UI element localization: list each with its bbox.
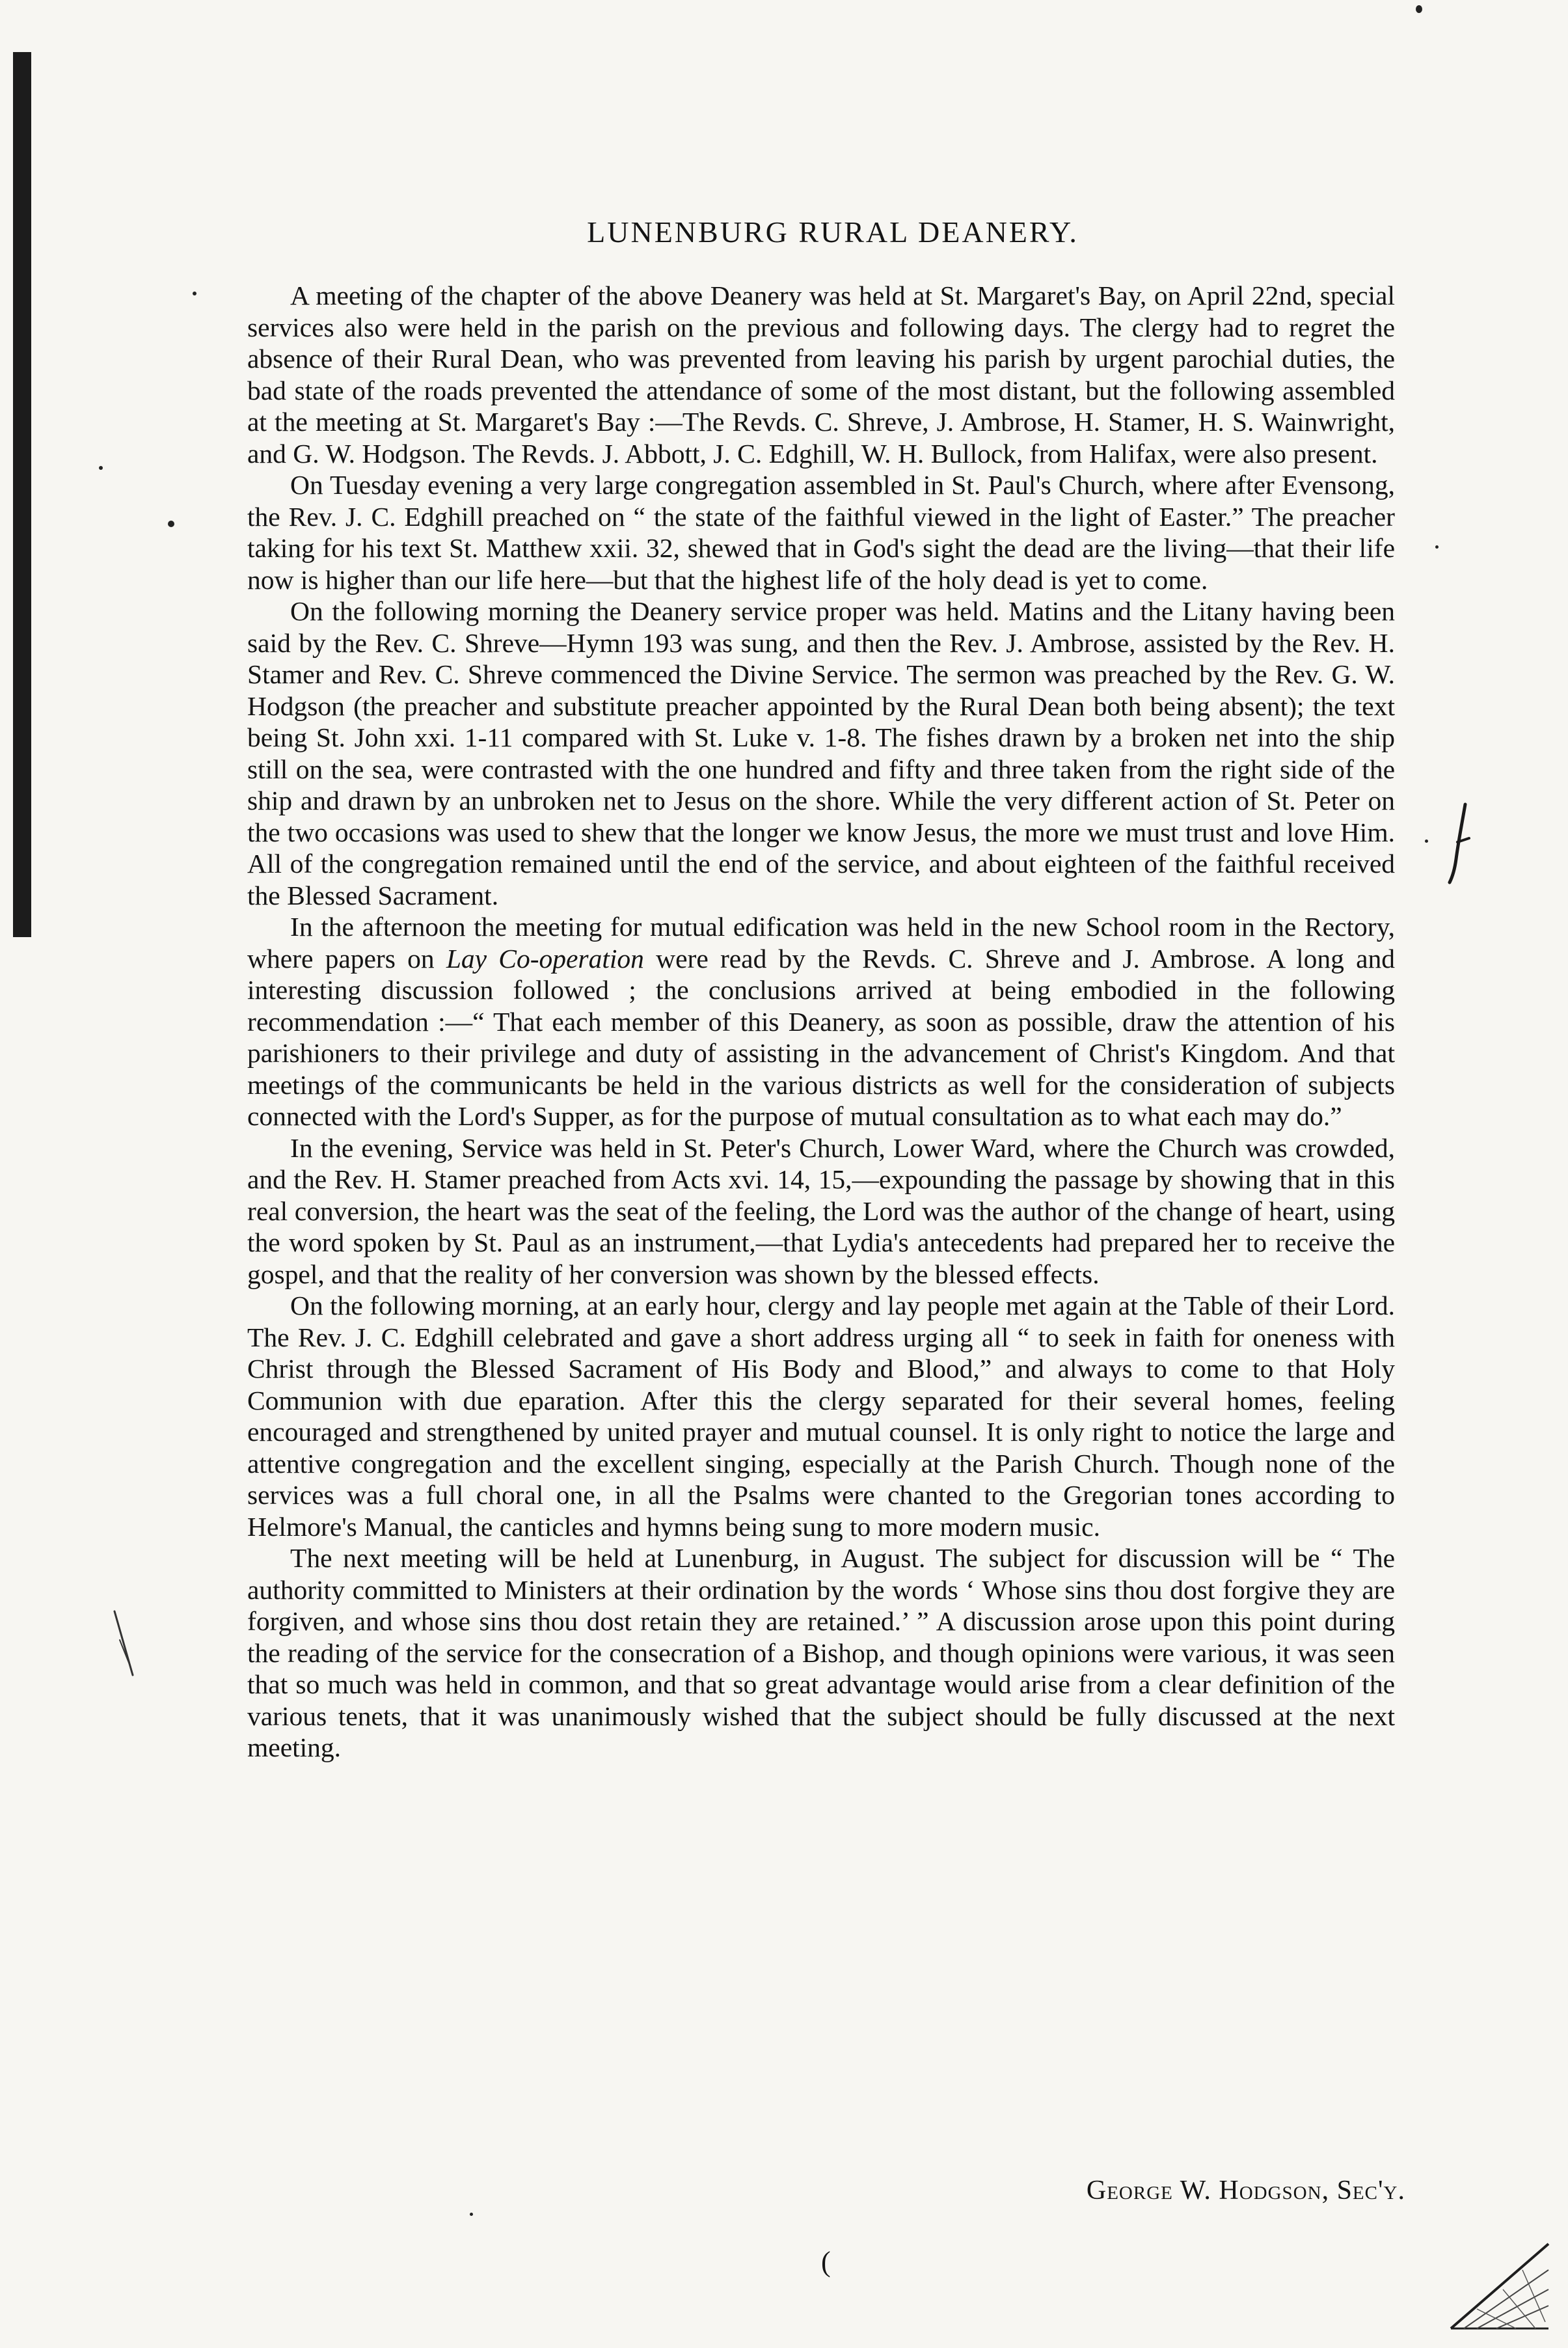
margin-stroke-icon	[111, 1607, 137, 1679]
article-body	[247, 280, 1395, 1764]
paragraph-afternoon-text-cont: were read by the Revds. C. Shreve and J. Ambrose. A long and interesting discussion followed ; the conclusions arrived at being embodied in the following recommendation :—“ That each member of this Deanery, as soon as possible, draw the attention of his parishioners to their privilege and duty of assisting in the advancement of Christ's Kingdom. And that meetings of the communicants be held in the various districts as well for the consideration of subjects connected with the Lord's Supper, as for the purpose of mutual consultation as to what each may do.”	[247, 943, 1395, 1131]
scan-speck	[1435, 545, 1439, 549]
paragraph-following-morning: On the following morning, at an early hour, clergy and lay people met again at the Table of their Lord. The Rev. J. C. Edghill celebrated and gave a short address urging all “ to seek in faith for oneness with Christ through the Blessed Sacrament of His Body and Blood,” and always to come to that Holy Communion with due eparation. After this the clergy separated for their several homes, feeling encouraged and strengthened by united prayer and mutual counsel. It is only right to notice the large and attentive congregation and the excellent singing, especially at the Parish Church. Though none of the services was a full choral one, in all the Psalms were chanted to the Gregorian tones according to Helmore's Manual, the canticles and hymns being sung to more modern music.	[247, 1290, 1395, 1542]
scan-speck	[168, 521, 174, 527]
scan-speck	[99, 466, 103, 470]
paragraph-afternoon-meeting	[247, 911, 1395, 1132]
paragraph-deanery-service: On the following morning the Deanery service proper was held. Matins and the Litany having been said by the Rev. C. Shreve—Hymn 193 was sung, and then the Rev. J. Ambrose, assisted by the Rev. H. Stamer and Rev. C. Shreve commenced the Divine Service. The sermon was preached by the Rev. G. W. Hodgson (the preacher and substitute preacher appointed by the Rural Dean both being absent); the text being St. John xxi. 1-11 compared with St. Luke v. 1-8. The fishes drawn by a broken net into the ship still on the sea, were contrasted with the one hundred and fifty and three taken from the right side of the ship and drawn by an unbroken net to Jesus on the shore. While the very different action of St. Peter on the two occasions was used to shew that the longer we know Jesus, the more we must trust and love Him. All of the congregation remained until the end of the service, and about eighteen of the faithful received the Blessed Sacrament.	[247, 596, 1395, 910]
paragraph-afternoon-text: In the afternoon the meeting for mutual edification was held in the new School room in the Rectory, where papers on	[247, 912, 1395, 974]
paragraph-next-meeting: The next meeting will be held at Lunenburg, in August. The subject for discussion will be “ The authority committed to Ministers at their ordination by the words ‘ Whose sins thou dost forgive they are forgiven, and whose sins thou dost retain they are retained.’ ” A discussion arose upon this point during the reading of the service for the consecration of a Bishop, and though opinions were various, it was seen that so much was held in common, and that so great advantage would arise from a clear definition of the various tenets, that it was unanimously wished that the subject should be fully discussed at the next meeting.	[247, 1543, 1395, 1762]
margin-pencil-mark-icon	[1443, 800, 1476, 885]
scan-edge-bar	[13, 52, 31, 937]
scan-speck	[1416, 5, 1422, 13]
paragraph-meeting: A meeting of the chapter of the above Deanery was held at St. Margaret's Bay, on April 22nd, special services also were held in the parish on the previous and following days. The clergy had to regret the absence of their Rural Dean, who was prevented from leaving his parish by urgent parochial duties, the bad state of the roads prevented the attendance of some of the most distant, but the following assembled at the meeting at St. Margaret's Bay :—The Revds. C. Shreve, J. Ambrose, H. Stamer, H. S. Wainwright, and G. W. Hodgson. The Revds. J. Abbott, J. C. Edghill, W. H. Bullock, from Halifax, were also present.	[247, 280, 1395, 469]
paragraph-evening-service: In the evening, Service was held in St. Peter's Church, Lower Ward, where the Church was crowded, and the Rev. H. Stamer preached from Acts xvi. 14, 15,—expounding the passage by showing that in this real conversion, the heart was the seat of the feeling, the Lord was the author of the change of heart, using the word spoken by St. Paul as an instrument,—that Lydia's antecedents had prepared her to receive the gospel, and that the reality of her conversion was shown by the blessed effects.	[247, 1132, 1395, 1289]
scan-speck	[1425, 840, 1428, 843]
secretary-signature: George W. Hodgson, Sec'y.	[1086, 2176, 1405, 2205]
page-corner-curl-icon	[1438, 2231, 1555, 2335]
footer-mark: (	[821, 2246, 831, 2278]
paragraph-tuesday-evening: On Tuesday evening a very large congregation assembled in St. Paul's Church, where after Evensong, the Rev. J. C. Edghill preached on “ the state of the faithful viewed in the light of Easter.” The preacher taking for his text St. Matthew xxii. 32, shewed that in God's sight the dead are the living—that their life now is higher than our life here—but that the highest life of the holy dead is yet to come.	[247, 470, 1395, 595]
article-headline: LUNENBURG RURAL DEANERY.	[587, 215, 1079, 249]
scan-speck	[470, 2213, 473, 2216]
lay-cooperation-emphasis: Lay Co-operation	[446, 943, 644, 974]
scan-speck	[193, 292, 196, 295]
